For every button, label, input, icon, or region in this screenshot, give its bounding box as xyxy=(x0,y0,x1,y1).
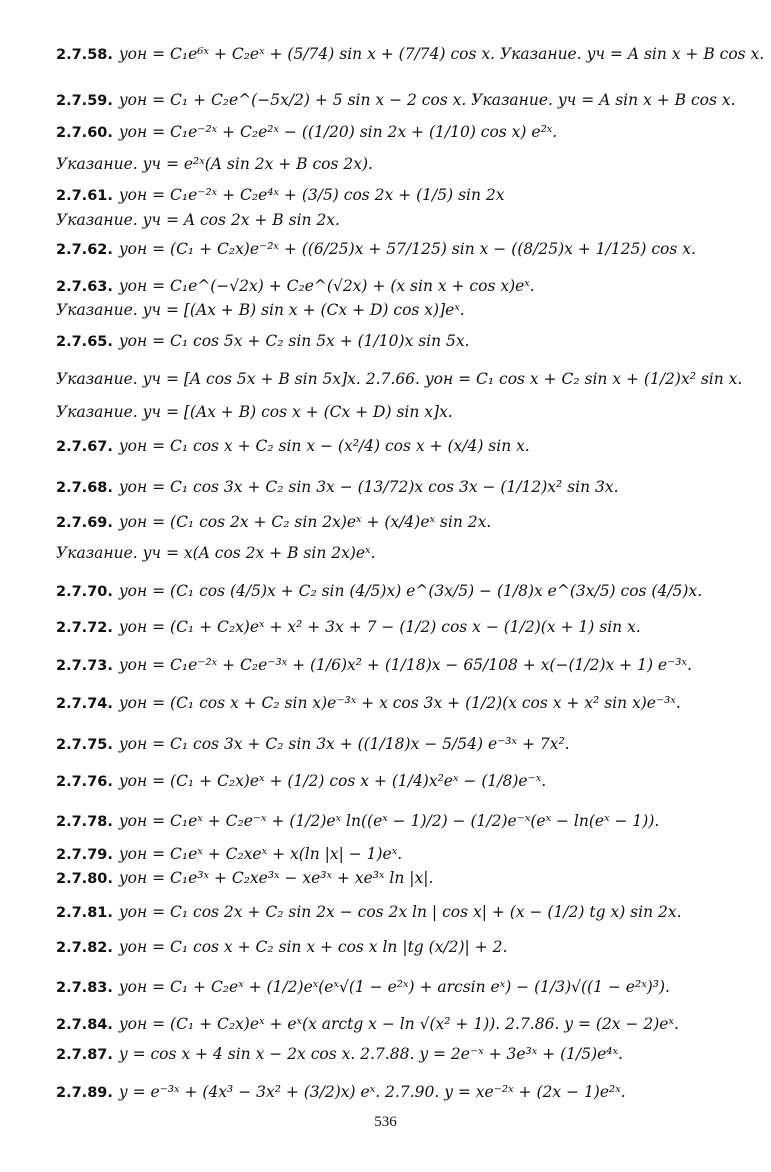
problem-number: 2.7.83. xyxy=(56,980,113,996)
answer-line xyxy=(56,1083,746,1103)
answer-line xyxy=(56,332,746,352)
answer-line xyxy=(56,91,746,111)
answer-text: yон = C₁ cos x + C₂ sin x + cos x ln |tg (x/2)| + 2. xyxy=(118,938,508,956)
answer-line xyxy=(56,812,746,832)
answer-line xyxy=(56,45,765,65)
answer-text: yон = C₁ cos 3x + C₂ sin 3x + ((1/18)x − 5/54) e⁻³ˣ + 7x². xyxy=(118,735,570,753)
answer-line xyxy=(56,869,746,889)
answer-line xyxy=(56,618,746,638)
answer-text: yон = C₁ + C₂eˣ + (1/2)eˣ(eˣ√(1 − e²ˣ) + arcsin eˣ) − (1/3)√((1 − e²ˣ)³). xyxy=(118,978,670,996)
problem-number: 2.7.68. xyxy=(56,480,113,496)
hint-text: Указание. yч = [(Ax + B) sin x + (Cx + D) cos x)]eˣ. xyxy=(56,301,465,319)
problem-number: 2.7.59. xyxy=(56,93,113,109)
problem-number: 2.7.58. xyxy=(56,47,113,63)
problem-number: 2.7.67. xyxy=(56,439,113,455)
answer-text: y = e⁻³ˣ + (4x³ − 3x² + (3/2)x) eˣ. 2.7.90. y = xe⁻²ˣ + (2x − 1)e²ˣ. xyxy=(118,1083,626,1101)
problem-number: 2.7.73. xyxy=(56,658,113,674)
answer-line xyxy=(56,845,746,865)
answer-line xyxy=(56,772,746,792)
answer-text: yон = C₁ cos 3x + C₂ sin 3x − (13/72)x cos 3x − (1/12)x² sin 3x. xyxy=(118,478,619,496)
answer-text: yон = (C₁ cos x + C₂ sin x)e⁻³ˣ + x cos 3x + (1/2)(x cos x + x² sin x)e⁻³ˣ. xyxy=(118,694,681,712)
problem-number: 2.7.89. xyxy=(56,1085,113,1101)
hint-line xyxy=(56,544,746,563)
answer-line xyxy=(56,903,746,923)
hint-text: Указание. yч = [(Ax + B) cos x + (Cx + D) sin x]x. xyxy=(56,403,453,421)
answer-text: yон = C₁e⁻²ˣ + C₂e⁴ˣ + (3/5) cos 2x + (1/5) sin 2x xyxy=(118,186,505,204)
answer-text: yон = (C₁ cos 2x + C₂ sin 2x)eˣ + (x/4)eˣ sin 2x. xyxy=(118,513,492,531)
answer-text: yон = C₁ cos x + C₂ sin x − (x²/4) cos x + (x/4) sin x. xyxy=(118,437,530,455)
answer-text: yон = C₁e^(−√2x) + C₂e^(√2x) + (x sin x + cos x)eˣ. xyxy=(118,277,535,295)
hint-text: Указание. yч = [A cos 5x + B sin 5x]x. 2.7.66. yон = C₁ cos x + C₂ sin x + (1/2)x² sin x. xyxy=(56,370,743,388)
problem-number: 2.7.72. xyxy=(56,620,113,636)
hint-text: Указание. yч = A cos 2x + B sin 2x. xyxy=(56,211,340,229)
problem-number: 2.7.76. xyxy=(56,774,113,790)
hint-line xyxy=(56,211,746,230)
hint-line xyxy=(56,403,746,422)
answer-line xyxy=(56,656,746,676)
answer-line xyxy=(56,123,746,143)
answer-text: yон = C₁ cos 5x + C₂ sin 5x + (1/10)x sin 5x. xyxy=(118,332,470,350)
answer-text: yон = C₁eˣ + C₂xeˣ + x(ln |x| − 1)eˣ. xyxy=(118,845,403,863)
answer-line xyxy=(56,478,746,498)
problem-number: 2.7.61. xyxy=(56,188,113,204)
answer-line xyxy=(56,978,746,998)
page-number: 536 xyxy=(374,1114,397,1130)
problem-number: 2.7.70. xyxy=(56,584,113,600)
problem-number: 2.7.82. xyxy=(56,940,113,956)
answer-line xyxy=(56,1015,746,1035)
hint-line xyxy=(56,370,746,389)
problem-number: 2.7.79. xyxy=(56,847,113,863)
problem-number: 2.7.81. xyxy=(56,905,113,921)
answer-line xyxy=(56,513,746,533)
answer-text: yон = C₁ + C₂e^(−5x/2) + 5 sin x − 2 cos x. Указание. yч = A sin x + B cos x. xyxy=(118,91,736,109)
answer-line xyxy=(56,938,746,958)
answer-line xyxy=(56,277,746,297)
problem-number: 2.7.80. xyxy=(56,871,113,887)
problem-number: 2.7.63. xyxy=(56,279,113,295)
answer-text: yон = (C₁ + C₂x)e⁻²ˣ + ((6/25)x + 57/125) sin x − ((8/25)x + 1/125) cos x. xyxy=(118,240,696,258)
hint-text: Указание. yч = e²ˣ(A sin 2x + B cos 2x). xyxy=(56,155,373,173)
answer-line xyxy=(56,735,746,755)
answer-text: yон = (C₁ + C₂x)eˣ + eˣ(x arctg x − ln √(x² + 1)). 2.7.86. y = (2x − 2)eˣ. xyxy=(118,1015,679,1033)
answer-line xyxy=(56,186,746,206)
answer-text: yон = (C₁ + C₂x)eˣ + (1/2) cos x + (1/4)x²eˣ − (1/8)e⁻ˣ. xyxy=(118,772,547,790)
answer-text: yон = C₁e⁶ˣ + C₂eˣ + (5/74) sin x + (7/74) cos x. Указание. yч = A sin x + B cos x. xyxy=(118,45,765,63)
answer-text: yон = C₁ cos 2x + C₂ sin 2x − cos 2x ln | cos x| + (x − (1/2) tg x) sin 2x. xyxy=(118,903,682,921)
problem-number: 2.7.60. xyxy=(56,125,113,141)
problem-number: 2.7.62. xyxy=(56,242,113,258)
problem-number: 2.7.78. xyxy=(56,814,113,830)
answer-text: yон = C₁e⁻²ˣ + C₂e²ˣ − ((1/20) sin 2x + (1/10) cos x) e²ˣ. xyxy=(118,123,558,141)
answer-text: yон = (C₁ + C₂x)eˣ + x² + 3x + 7 − (1/2) cos x − (1/2)(x + 1) sin x. xyxy=(118,618,641,636)
problem-number: 2.7.74. xyxy=(56,696,113,712)
answer-line xyxy=(56,582,746,602)
hint-text: Указание. yч = x(A cos 2x + B sin 2x)eˣ. xyxy=(56,544,376,562)
problem-number: 2.7.65. xyxy=(56,334,113,350)
answer-text: yон = C₁e³ˣ + C₂xe³ˣ − xe³ˣ + xe³ˣ ln |x|. xyxy=(118,869,434,887)
answer-line xyxy=(56,437,746,457)
answer-text: yон = (C₁ cos (4/5)x + C₂ sin (4/5)x) e^(3x/5) − (1/8)x e^(3x/5) cos (4/5)x. xyxy=(118,582,703,600)
problem-number: 2.7.84. xyxy=(56,1017,113,1033)
problem-number: 2.7.75. xyxy=(56,737,113,753)
answer-text: yон = C₁eˣ + C₂e⁻ˣ + (1/2)eˣ ln((eˣ − 1)/2) − (1/2)e⁻ˣ(eˣ − ln(eˣ − 1)). xyxy=(118,812,660,830)
problem-number: 2.7.87. xyxy=(56,1047,113,1063)
hint-line xyxy=(56,301,746,320)
problem-number: 2.7.69. xyxy=(56,515,113,531)
answer-text: yон = C₁e⁻²ˣ + C₂e⁻³ˣ + (1/6)x² + (1/18)x − 65/108 + x(−(1/2)x + 1) e⁻³ˣ. xyxy=(118,656,692,674)
answer-line xyxy=(56,1045,746,1065)
answer-line xyxy=(56,694,746,714)
answer-line xyxy=(56,240,746,260)
answer-text: y = cos x + 4 sin x − 2x cos x. 2.7.88. y = 2e⁻ˣ + 3e³ˣ + (1/5)e⁴ˣ. xyxy=(118,1045,623,1063)
hint-line xyxy=(56,155,746,174)
